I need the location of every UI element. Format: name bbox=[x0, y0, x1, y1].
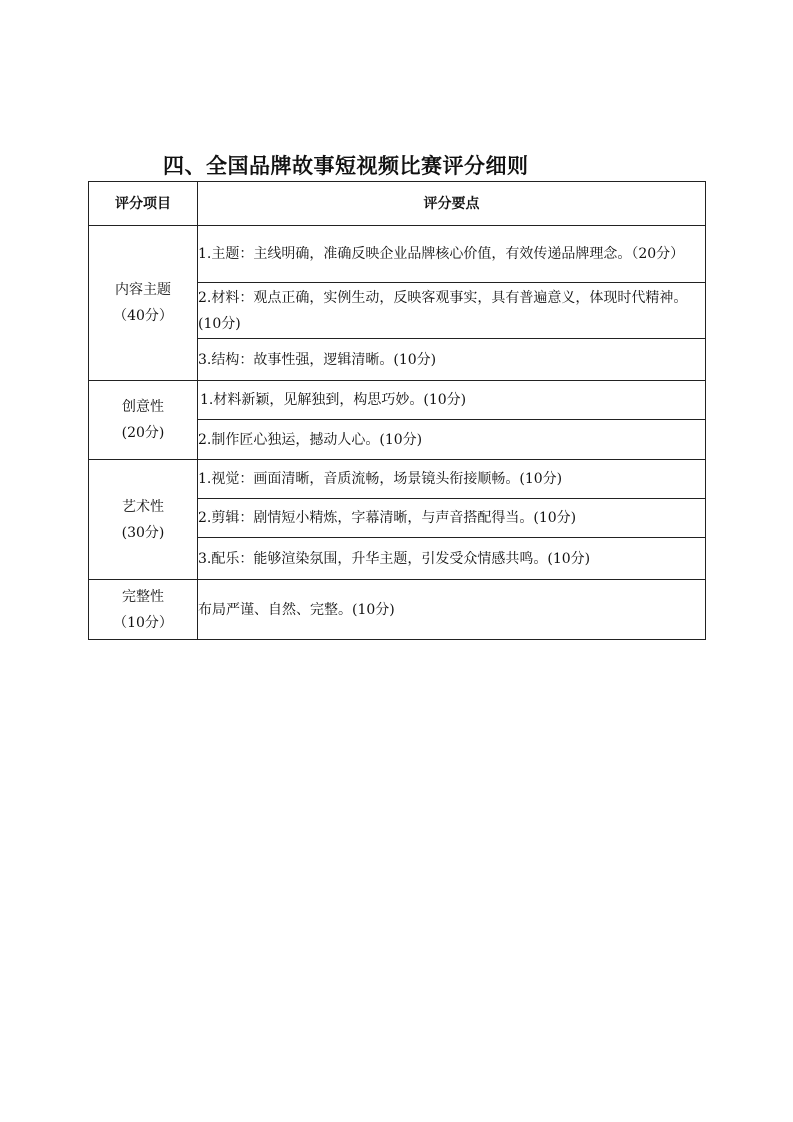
category-cell-completeness bbox=[89, 580, 198, 640]
header-points: 评分要点 bbox=[198, 182, 706, 226]
scoring-point: 3.配乐：能够渲染氛围，升华主题，引发受众情感共鸣。(10分) bbox=[198, 538, 706, 580]
category-score: (30分) bbox=[121, 524, 165, 541]
category-cell-artistry bbox=[89, 460, 198, 580]
scoring-point: 1.材料新颖，见解独到，构思巧妙。(10分) bbox=[198, 381, 706, 420]
table-row bbox=[89, 580, 706, 640]
category-cell-content bbox=[89, 226, 198, 381]
category-label: 完整性 bbox=[122, 588, 164, 605]
scoring-point: 2.材料：观点正确，实例生动，反映客观事实，具有普遍意义，体现时代精神。(10分) bbox=[198, 283, 706, 339]
table-row bbox=[89, 460, 706, 499]
table-header-row bbox=[89, 182, 706, 226]
category-score: （10分） bbox=[113, 614, 173, 631]
category-cell-creativity bbox=[89, 381, 198, 460]
category-label: 内容主题 bbox=[115, 282, 171, 298]
scoring-table bbox=[88, 181, 706, 640]
scoring-point: 1.视觉：画面清晰，音质流畅，场景镜头衔接顺畅。(10分) bbox=[198, 460, 706, 499]
scoring-point: 1.主题：主线明确，准确反映企业品牌核心价值，有效传递品牌理念。（20分） bbox=[198, 226, 706, 283]
document-title: 四、全国品牌故事短视频比赛评分细则 bbox=[163, 154, 529, 178]
category-label: 艺术性 bbox=[122, 498, 164, 515]
scoring-point: 3.结构：故事性强，逻辑清晰。(10分) bbox=[198, 339, 706, 381]
scoring-point: 布局严谨、自然、完整。(10分) bbox=[198, 580, 706, 640]
table-row bbox=[89, 381, 706, 420]
header-category: 评分项目 bbox=[89, 182, 198, 226]
scoring-point: 2.剪辑：剧情短小精炼，字幕清晰，与声音搭配得当。(10分) bbox=[198, 499, 706, 538]
table-row bbox=[89, 226, 706, 283]
category-label: 创意性 bbox=[122, 399, 164, 415]
scoring-point: 2.制作匠心独运，撼动人心。(10分) bbox=[198, 420, 706, 460]
category-score: (20分) bbox=[121, 425, 165, 441]
category-score: （40分） bbox=[113, 308, 173, 324]
